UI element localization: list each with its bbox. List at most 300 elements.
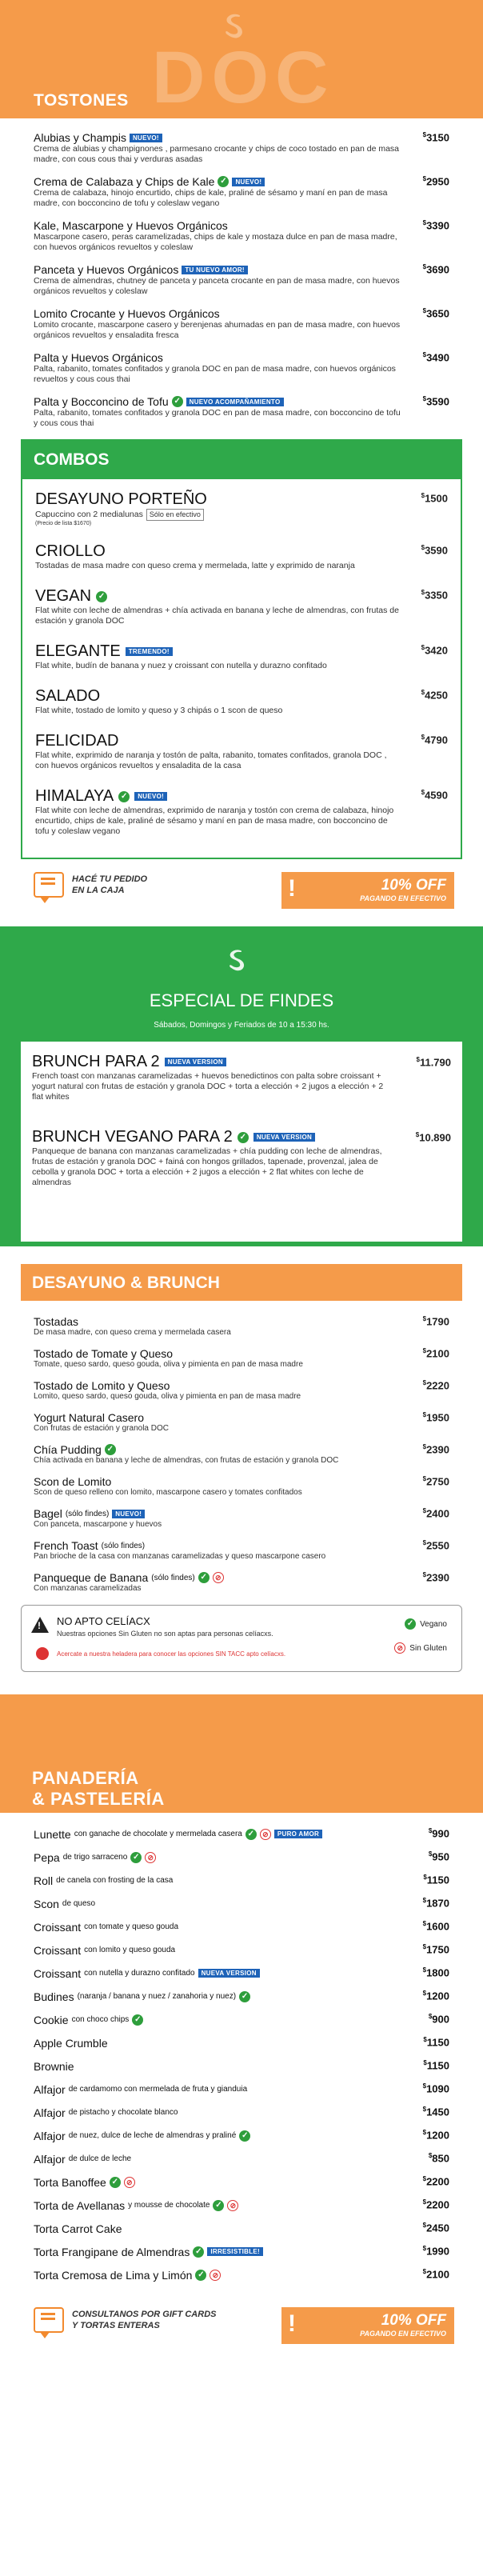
currency-sign: $: [422, 395, 427, 402]
currency-sign: $: [423, 2059, 427, 2066]
price-value: 2400: [426, 1507, 449, 1520]
item-name: Torta Carrot Cake: [34, 2222, 122, 2235]
currency-sign: $: [422, 175, 427, 182]
currency-sign: $: [422, 1507, 427, 1514]
discount-condition: PAGANDO EN EFECTIVO: [360, 2330, 446, 2338]
section-title: PANADERÍA & PASTELERÍA: [32, 1768, 165, 1809]
gluten-free-icon: ⊘: [394, 1642, 405, 1654]
item-header: [34, 1507, 401, 1520]
vegan-icon: ✓: [132, 2014, 143, 2026]
desayuno-banner: [21, 1264, 462, 1301]
menu-item: [34, 2240, 449, 2263]
item-desc: French toast con manzanas caramelizadas + huevos benedictinos con palta sobre croissant + yogurt natural con frutas de estación y granola DOC + torta a elección + 2 jugos a elección + 2 flat whites: [32, 1071, 384, 1102]
legend-title: NO APTO CELÍACX: [57, 1615, 150, 1627]
item-name: Torta Cremosa de Lima y Limón: [34, 2268, 193, 2282]
tostones-banner: [0, 0, 483, 118]
item-price: [423, 1379, 449, 1391]
section-title: COMBOS: [22, 441, 461, 479]
fridge-icon: [36, 1647, 49, 1660]
item-price: [429, 1827, 449, 1839]
menu-item: [34, 2194, 449, 2217]
menu-item: [34, 1846, 449, 1869]
price-value: 4790: [425, 734, 448, 746]
promo-gift: [0, 2294, 483, 2357]
item-desc: [35, 706, 400, 716]
price-value: 2750: [426, 1475, 449, 1488]
menu-item: [34, 1475, 449, 1498]
currency-sign: $: [428, 1850, 433, 1858]
item-note: con ganache de chocolate y mermelada casera: [74, 1830, 242, 1838]
currency-sign: $: [422, 2175, 427, 2182]
item-header: [34, 1571, 401, 1584]
item-desc: Chía activada en banana y leche de almendras, con frutas de estación y granola DOC: [34, 1456, 339, 1465]
item-note: de queso: [62, 1899, 96, 1908]
item-note: con lomito y queso gouda: [84, 1946, 176, 1954]
price-value: 4250: [425, 689, 448, 702]
item-name: BRUNCH PARA 2: [32, 1053, 160, 1070]
currency-sign: $: [421, 689, 425, 696]
item-desc: [35, 509, 400, 521]
brunch-item: [32, 1128, 451, 1188]
item-name: Lomito Crocante y Huevos Orgánicos: [34, 307, 220, 320]
currency-sign: $: [422, 2245, 427, 2252]
vegan-icon: ✓: [193, 2246, 204, 2258]
item-tag: TU NUEVO AMOR!: [182, 266, 248, 274]
item-price: [421, 789, 448, 801]
item-header: [34, 263, 401, 276]
item-name: Torta de Avellanas: [34, 2198, 126, 2212]
item-header: [34, 175, 401, 188]
item-name: FELICIDAD: [35, 732, 119, 750]
menu-item: [34, 1507, 449, 1530]
item-name: VEGAN: [35, 587, 92, 605]
currency-sign: $: [421, 644, 425, 651]
menu-item: [34, 1347, 449, 1370]
currency-sign: $: [422, 2198, 427, 2206]
currency-sign: $: [422, 1539, 427, 1546]
item-name: Yogurt Natural Casero: [34, 1411, 145, 1424]
item-price: [423, 263, 449, 275]
item-price: [423, 1966, 449, 1978]
vegan-icon: ✓: [118, 791, 130, 802]
currency-sign: $: [422, 1897, 427, 1904]
item-name: French Toast: [34, 1539, 98, 1552]
combos-box: [21, 439, 462, 859]
vegan-icon: ✓: [213, 2200, 224, 2211]
item-header: [34, 351, 401, 364]
item-header: [34, 1315, 401, 1328]
item-price: $10.890: [415, 1131, 451, 1144]
item-tag: PURO AMOR: [274, 1830, 322, 1838]
item-price: [423, 2082, 449, 2094]
menu-item: [34, 2263, 449, 2286]
vegan-icon: ✓: [110, 2177, 121, 2188]
currency-sign: $: [422, 1411, 427, 1418]
menu-item: [34, 307, 449, 341]
item-note: con choco chips: [71, 2015, 130, 2024]
item-name: Panceta y Huevos Orgánicos: [34, 263, 179, 276]
item-desc: Panqueque de banana con manzanas caramelizadas + chía pudding con leche de almendras, frutas de estación y granola DOC + fainá con hongos grillados, tapenade, provenzal, jalea de cebolla y granola DOC + torta a elección + 2 jugos a elección + 2 flat whites con leche de almendras: [32, 1146, 382, 1187]
item-price: [423, 2198, 449, 2210]
exclamation-icon: !: [288, 875, 296, 902]
currency-sign: $: [422, 1379, 427, 1386]
legend-vegan: ✓ Vegano: [405, 1618, 447, 1630]
menu-item: [34, 1938, 449, 1962]
item-price: [429, 2013, 449, 2025]
item-header: [34, 1539, 401, 1552]
price-value: 3650: [426, 307, 449, 320]
item-name: Croissant: [34, 1920, 82, 1934]
menu-item: [34, 351, 449, 385]
item-header: [35, 542, 400, 561]
gluten-free-icon: ⊘: [210, 2270, 221, 2281]
item-desc-text: Capuccino con 2 medialunas: [35, 510, 143, 519]
list-price-note: (Precio de lista $1670): [35, 521, 92, 526]
currency-sign: $: [422, 1943, 427, 1950]
item-name: DESAYUNO PORTEÑO: [35, 490, 207, 508]
item-price: [423, 2245, 449, 2257]
menu-item: [34, 131, 449, 165]
item-name: Tostadas: [34, 1315, 79, 1328]
currency-sign: $: [421, 589, 425, 596]
currency-sign: $: [422, 307, 427, 314]
item-tag: NUEVO!: [112, 1510, 145, 1518]
item-header: [34, 1379, 401, 1392]
vegan-icon: ✓: [245, 1829, 257, 1840]
price-value: 1150: [426, 1874, 449, 1886]
price-value: 3390: [426, 219, 449, 232]
item-desc: Mascarpone casero, peras caramelizadas, chips de kale y mostaza dulce en pan de masa madre, con huevos orgánicos revueltos y coleslaw: [34, 232, 397, 252]
item-header: [34, 395, 401, 408]
currency-sign: $: [422, 131, 427, 138]
item-desc-text: Flat white, budín de banana y nuez y croissant con nutella y durazno confitado: [35, 661, 327, 670]
price-value: 900: [432, 2013, 449, 2026]
gluten-free-icon: ⊘: [124, 2177, 135, 2188]
item-tag: NUEVA VERSION: [165, 1058, 226, 1066]
section-title: DESAYUNO & BRUNCH: [32, 1274, 220, 1292]
vegan-icon: ✓: [405, 1618, 416, 1630]
menu-item: [34, 219, 449, 253]
item-desc: Con frutas de estación y granola DOC: [34, 1424, 169, 1433]
item-name: Palta y Bocconcino de Tofu: [34, 395, 169, 408]
price-value: 2200: [426, 2175, 449, 2188]
item-note: y mousse de chocolate: [128, 2201, 210, 2210]
item-desc: [35, 606, 400, 626]
item-header: [35, 687, 400, 706]
item-tag: NUEVA VERSION: [253, 1133, 315, 1142]
currency-sign: $: [422, 1920, 427, 1927]
item-note: de cardamomo con mermelada de fruta y gianduia: [68, 2085, 248, 2094]
item-note: de trigo sarraceno: [62, 1853, 128, 1862]
price-value: 1750: [426, 1943, 449, 1956]
legend-sub: Nuestras opciones Sin Gluten no son aptas para personas celíacxs.: [57, 1630, 273, 1638]
price-value: 1600: [426, 1920, 449, 1933]
menu-item: [34, 2054, 449, 2078]
item-name: Panqueque de Banana: [34, 1571, 149, 1584]
price-value: 1150: [426, 2036, 449, 2049]
item-tag: NUEVA VERSION: [198, 1969, 260, 1978]
item-name: Torta Banoffee: [34, 2175, 106, 2189]
item-price: [423, 2106, 449, 2118]
item-desc: Crema de calabaza, hinojo encurtido, chips de kale, praliné de sésamo y maní en pan de masa madre, con bocconcino de tofu y coleslaw vegano: [34, 188, 388, 208]
item-header: [34, 1475, 401, 1488]
item-price: [423, 1443, 449, 1455]
item-note: con nutella y durazno confitado: [84, 1969, 195, 1978]
currency-sign: $: [428, 1827, 433, 1834]
item-price: [423, 1920, 449, 1932]
price-value: 2200: [426, 2198, 449, 2211]
price-value: 1500: [425, 492, 448, 505]
item-name: Cookie: [34, 2013, 69, 2026]
price-value: 1870: [426, 1897, 449, 1910]
currency-sign: $: [422, 1966, 427, 1974]
combo-item: [35, 642, 448, 671]
price-value: 1150: [426, 2059, 449, 2072]
item-desc: Crema de alubias y champignones , parmesano crocante y chips de coco tostado en pan de masa madre, con cous cous thai y verduras asadas: [34, 144, 400, 164]
gluten-free-icon: ⊘: [145, 1852, 156, 1863]
combo-item: [35, 542, 448, 571]
currency-sign: $: [422, 351, 427, 358]
vegan-icon: ✓: [239, 2130, 250, 2142]
item-desc-text: Tostadas de masa madre con queso crema y mermelada, latte y exprimido de naranja: [35, 561, 355, 570]
item-header: [34, 1347, 401, 1360]
item-name: Palta y Huevos Orgánicos: [34, 351, 163, 364]
menu-item: [34, 1869, 449, 1892]
currency-sign: $: [428, 2152, 433, 2159]
currency-sign: $: [428, 2013, 433, 2020]
item-price: [423, 1990, 449, 2002]
item-name: Tostado de Tomate y Queso: [34, 1347, 174, 1360]
item-note: (sólo findes): [151, 1573, 195, 1582]
menu-item: [34, 1379, 449, 1402]
item-desc: Palta, rabanito, tomates confitados y granola DOC en pan de masa madre, con bocconcino de tofu y cous cous thai: [34, 408, 401, 428]
item-desc: Lomito crocante, mascarpone casero y berenjenas ahumadas en pan de masa madre, con huevos orgánicos revueltos y ensaladita fresca: [34, 320, 401, 340]
price-value: 4590: [425, 789, 448, 802]
menu-item: [34, 1571, 449, 1594]
item-price: [423, 2059, 449, 2071]
item-name: Pepa: [34, 1850, 60, 1864]
item-name: Apple Crumble: [34, 2036, 108, 2050]
currency-sign: $: [422, 1347, 427, 1354]
item-name: Alfajor: [34, 2082, 66, 2096]
item-name: Alfajor: [34, 2129, 66, 2142]
brunch-item: [32, 1053, 451, 1102]
price-value: 1790: [426, 1315, 449, 1328]
findes-section: [0, 926, 483, 1246]
menu-item: [34, 1892, 449, 1915]
menu-item: [34, 263, 449, 297]
price-value: 1200: [426, 1990, 449, 2002]
chat-icon: [34, 2307, 64, 2333]
item-price: [423, 1539, 449, 1551]
gift-text: CONSULTANOS POR GIFT CARDS Y TORTAS ENTERAS: [72, 2310, 217, 2330]
vegan-icon: ✓: [238, 1132, 249, 1143]
item-price: [423, 1874, 449, 1886]
item-name: Chía Pudding: [34, 1443, 102, 1456]
item-tag: NUEVO ACOMPAÑAMIENTO: [186, 398, 284, 406]
menu-item: [34, 2170, 449, 2194]
item-price: [423, 2268, 449, 2280]
promo-cash: [0, 859, 483, 922]
item-desc: [35, 561, 400, 571]
section-title: TOSTONES: [34, 91, 129, 110]
item-price: $11.790: [416, 1056, 451, 1069]
gluten-free-icon: ⊘: [227, 2200, 238, 2211]
price-value: 3690: [426, 263, 449, 276]
item-desc: Tomate, queso sardo, queso gouda, oliva y pimienta en pan de masa madre: [34, 1360, 303, 1369]
findes-card: [21, 1042, 462, 1242]
price-value: 2100: [426, 1347, 449, 1360]
section-subtitle: Sábados, Domingos y Feriados de 10 a 15:30 hs.: [154, 1021, 329, 1030]
item-name: Torta Frangipane de Almendras: [34, 2245, 190, 2258]
item-header: [35, 587, 400, 606]
price-value: 1200: [426, 2129, 449, 2142]
item-desc: Pan brioche de la casa con manzanas caramelizadas y queso mascarpone casero: [34, 1552, 326, 1561]
menu-item: [34, 1822, 449, 1846]
price-value: 2550: [426, 1539, 449, 1552]
cash-only-note: Sólo en efectivo: [146, 509, 204, 521]
menu-item: [34, 1962, 449, 1985]
item-header: [35, 732, 400, 750]
legend-gluten: ⊘ Sin Gluten: [394, 1642, 447, 1654]
item-price: [423, 351, 449, 363]
item-header: [34, 307, 401, 320]
price-value: 1090: [426, 2082, 449, 2095]
item-price: [421, 589, 448, 601]
menu-item: [34, 1315, 449, 1338]
combo-item: [35, 732, 448, 771]
item-price: [423, 2175, 449, 2187]
menu-item: [34, 2008, 449, 2031]
logo-mark-icon: ઽ: [221, 2, 245, 47]
item-price: [423, 2129, 449, 2141]
currency-sign: $: [421, 544, 425, 551]
item-header: [35, 787, 400, 806]
panaderia-list: [0, 1813, 483, 2286]
vegan-icon: ✓: [96, 591, 107, 602]
currency-sign: $: [422, 2222, 427, 2229]
menu-item: [34, 2147, 449, 2170]
item-price: [423, 1507, 449, 1519]
item-price: [429, 1850, 449, 1862]
order-text: HACÉ TU PEDIDO EN LA CAJA: [72, 874, 148, 895]
currency-sign: $: [422, 2106, 427, 2113]
price-value: 3490: [426, 351, 449, 364]
vegan-icon: ✓: [239, 1991, 250, 2002]
menu-item: [34, 2031, 449, 2054]
vegan-icon: ✓: [198, 1572, 210, 1583]
item-price: [423, 1475, 449, 1487]
discount-condition: PAGANDO EN EFECTIVO: [360, 894, 446, 902]
item-desc: [35, 750, 400, 771]
discount-badge: [281, 2307, 454, 2344]
item-price: [423, 1943, 449, 1955]
item-header: [34, 131, 401, 144]
item-header: [34, 219, 401, 232]
item-price: [423, 1347, 449, 1359]
item-name: Kale, Mascarpone y Huevos Orgánicos: [34, 219, 228, 232]
currency-sign: $: [422, 2268, 427, 2275]
legend-note: Acercate a nuestra heladera para conocer las opciones SIN TACC apto celíacxs.: [57, 1650, 286, 1658]
item-name: Alfajor: [34, 2152, 66, 2166]
item-price: [423, 219, 449, 231]
item-price: [423, 1897, 449, 1909]
item-header: [35, 490, 400, 509]
item-note: (sólo findes): [101, 1541, 146, 1550]
item-note: de canela con frosting de la casa: [56, 1876, 174, 1885]
currency-sign: $: [422, 1315, 427, 1322]
item-name: CRIOLLO: [35, 542, 106, 560]
allergen-legend: ! NO APTO CELÍACX Nuestras opciones Sin Gluten no son aptas para personas celíacxs. Acercate a nuestra heladera para conocer las opciones SIN TACC apto celíacxs. ✓ Vegano ⊘ Sin Gluten: [21, 1605, 462, 1672]
item-note: de dulce de leche: [68, 2154, 132, 2163]
item-desc: Lomito, queso sardo, queso gouda, oliva y pimienta en pan de masa madre: [34, 1392, 301, 1401]
item-name: Lunette: [34, 1827, 71, 1841]
logo-mark-icon: ઽ: [225, 941, 247, 979]
item-header: [34, 1443, 401, 1456]
order-note: [34, 872, 160, 898]
item-header: [34, 1411, 401, 1424]
item-name: ELEGANTE: [35, 642, 121, 660]
item-price: [423, 1571, 449, 1583]
item-desc: Scon de queso relleno con lomito, mascarpone casero y tomates confitados: [34, 1488, 302, 1497]
item-name: Crema de Calabaza y Chips de Kale: [34, 175, 215, 188]
vegan-icon: ✓: [105, 1444, 116, 1455]
price-value: 1950: [426, 1411, 449, 1424]
panaderia-banner: [0, 1694, 483, 1813]
combo-item: [35, 490, 448, 526]
price-value: 3350: [425, 589, 448, 602]
item-name: Croissant: [34, 1943, 82, 1957]
menu-item: [34, 1539, 449, 1562]
item-tag: TREMENDO!: [126, 647, 173, 656]
item-tag: NUEVO!: [130, 134, 162, 142]
price-value: 950: [432, 1850, 449, 1863]
item-header: [35, 642, 400, 661]
price-value: 2950: [426, 175, 449, 188]
item-desc: Palta, rabanito, tomates confitados y granola DOC en pan de masa madre, con huevos orgánicos revueltos y cous cous thai: [34, 364, 396, 384]
item-price: [423, 2036, 449, 2048]
item-price: [421, 544, 448, 556]
discount-text: 10% OFF: [381, 877, 446, 894]
currency-sign: $: [422, 1475, 427, 1482]
menu-item: [34, 2078, 449, 2101]
item-note: (naranja / banana y nuez / zanahoria y nuez): [77, 1992, 237, 2001]
price-value: 1990: [426, 2245, 449, 2258]
price-value: 1800: [426, 1966, 449, 1979]
item-name: Alubias y Champis: [34, 131, 126, 144]
vegan-icon: ✓: [218, 176, 229, 187]
combo-item: [35, 587, 448, 626]
menu-item: [34, 175, 449, 209]
currency-sign: $: [421, 492, 425, 499]
item-tag: IRRESISTIBLE!: [207, 2247, 263, 2256]
vegan-icon: ✓: [172, 396, 183, 407]
item-price: [423, 131, 449, 143]
combo-item: [35, 787, 448, 837]
item-price: [421, 644, 448, 656]
item-desc: [35, 806, 400, 837]
price-value: 1450: [426, 2106, 449, 2118]
item-name: Scon de Lomito: [34, 1475, 112, 1488]
currency-sign: $: [422, 1571, 427, 1578]
item-desc: Con panceta, mascarpone y huevos: [34, 1520, 162, 1529]
price-value: 3150: [426, 131, 449, 144]
item-desc: De masa madre, con queso crema y mermelada casera: [34, 1328, 231, 1337]
price-value: 3590: [426, 395, 449, 408]
item-name: HIMALAYA: [35, 787, 114, 805]
chat-icon: [34, 872, 64, 898]
menu-item: [34, 1443, 449, 1466]
